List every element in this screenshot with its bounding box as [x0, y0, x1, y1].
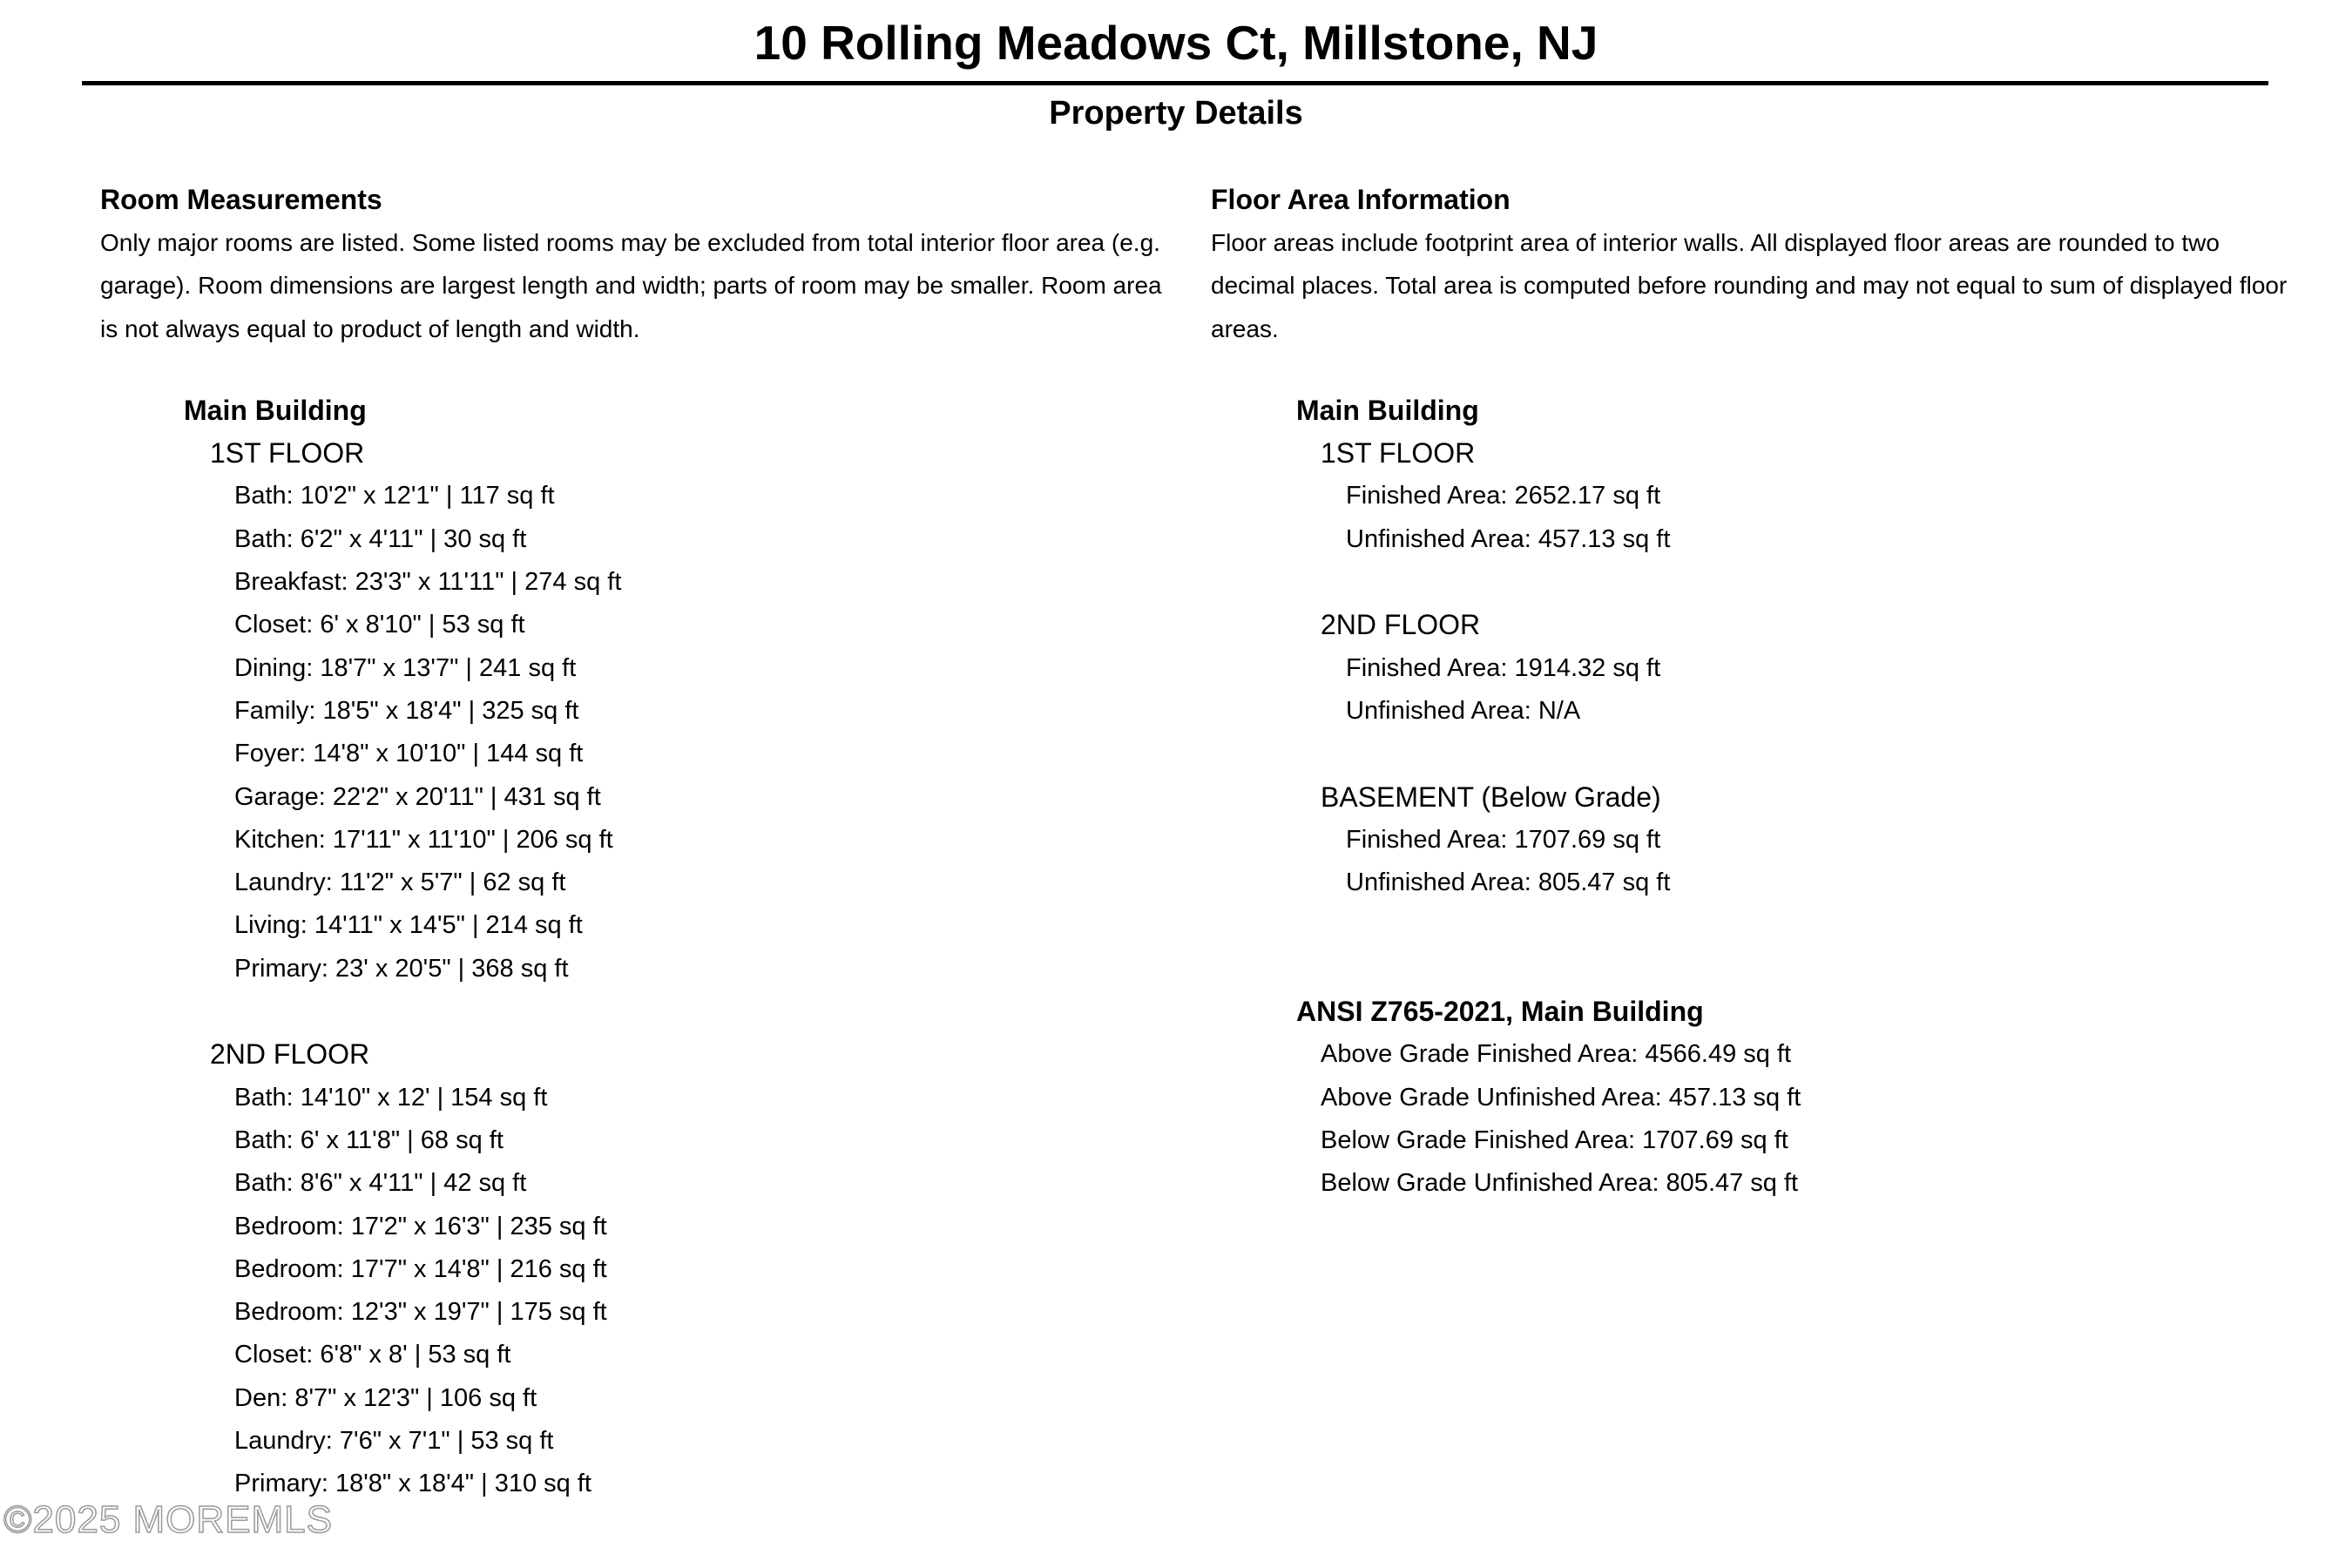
room-row: Garage: 22'2" x 20'11" | 431 sq ft [234, 782, 601, 811]
floor-area-heading: Floor Area Information [1211, 184, 1511, 215]
ansi-row: Above Grade Finished Area: 4566.49 sq ft [1321, 1040, 1792, 1069]
room-measurements-heading: Room Measurements [100, 184, 382, 215]
room-row: Bedroom: 17'2" x 16'3" | 235 sq ft [234, 1212, 607, 1240]
ansi-row: Below Grade Finished Area: 1707.69 sq ft [1321, 1125, 1788, 1154]
building-label: Main Building [184, 394, 367, 426]
room-row: Bath: 10'2" x 12'1" | 117 sq ft [234, 482, 555, 510]
room-row: Den: 8'7" x 12'3" | 106 sq ft [234, 1383, 537, 1412]
room-row: Living: 14'11" x 14'5" | 214 sq ft [234, 911, 583, 940]
building-label: Main Building [1296, 394, 1479, 426]
room-row: Bath: 6' x 11'8" | 68 sq ft [234, 1125, 504, 1154]
room-row: Dining: 18'7" x 13'7" | 241 sq ft [234, 653, 577, 682]
copyright-watermark: ©2025 MOREMLS [3, 1498, 333, 1541]
room-row: Breakfast: 23'3" x 11'11" | 274 sq ft [234, 568, 622, 597]
floor-label: 2ND FLOOR [1321, 609, 1481, 641]
room-row: Closet: 6' x 8'10" | 53 sq ft [234, 611, 525, 639]
page-subtitle: Property Details [1049, 95, 1303, 132]
room-row: Kitchen: 17'11" x 11'10" | 206 sq ft [234, 825, 613, 854]
room-row: Laundry: 7'6" x 7'1" | 53 sq ft [234, 1427, 554, 1456]
title-divider [82, 81, 2268, 85]
unfinished-area: Unfinished Area: 457.13 sq ft [1346, 524, 1671, 553]
ansi-heading: ANSI Z765-2021, Main Building [1296, 996, 1704, 1028]
room-row: Closet: 6'8" x 8' | 53 sq ft [234, 1341, 511, 1369]
floor-area-section [1211, 178, 2308, 1206]
room-row: Bedroom: 12'3" x 19'7" | 175 sq ft [234, 1298, 607, 1327]
room-row: Laundry: 11'2" x 5'7" | 62 sq ft [234, 868, 566, 897]
floor-label: 1ST FLOOR [1321, 437, 1476, 470]
floor-label: BASEMENT (Below Grade) [1321, 781, 1661, 813]
page-title: 10 Rolling Meadows Ct, Millstone, NJ [754, 16, 1598, 70]
ansi-row: Below Grade Unfinished Area: 805.47 sq ft [1321, 1169, 1799, 1198]
room-measurements-section [100, 178, 1172, 1506]
finished-area: Finished Area: 1707.69 sq ft [1346, 825, 1661, 854]
floor-area-intro: Floor areas include footprint area of interior walls. All displayed floor areas are rounded to two decimal places. Total area is computed before rounding and may not equal to sum of displayed floor areas. [1211, 229, 2288, 342]
room-measurements-intro: Only major rooms are listed. Some listed rooms may be excluded from total interior floor area (e.g. garage). Room dimensions are largest length and width; parts of room may be smaller. Room area is not always equal to product of length and width. [100, 229, 1162, 342]
room-row: Bath: 6'2" x 4'11" | 30 sq ft [234, 524, 527, 553]
floor-label: 1ST FLOOR [210, 437, 365, 470]
room-row: Primary: 23' x 20'5" | 368 sq ft [234, 954, 569, 983]
room-row: Bedroom: 17'7" x 14'8" | 216 sq ft [234, 1254, 607, 1283]
finished-area: Finished Area: 2652.17 sq ft [1346, 482, 1661, 510]
room-row: Bath: 14'10" x 12' | 154 sq ft [234, 1083, 548, 1112]
room-row: Family: 18'5" x 18'4" | 325 sq ft [234, 696, 579, 725]
finished-area: Finished Area: 1914.32 sq ft [1346, 653, 1661, 682]
room-row: Foyer: 14'8" x 10'10" | 144 sq ft [234, 740, 584, 768]
ansi-row: Above Grade Unfinished Area: 457.13 sq ft [1321, 1083, 1801, 1112]
floor-label: 2ND FLOOR [210, 1038, 370, 1071]
room-row: Bath: 8'6" x 4'11" | 42 sq ft [234, 1169, 527, 1198]
unfinished-area: Unfinished Area: 805.47 sq ft [1346, 868, 1671, 897]
room-row: Primary: 18'8" x 18'4" | 310 sq ft [234, 1470, 591, 1498]
unfinished-area: Unfinished Area: N/A [1346, 696, 1581, 725]
